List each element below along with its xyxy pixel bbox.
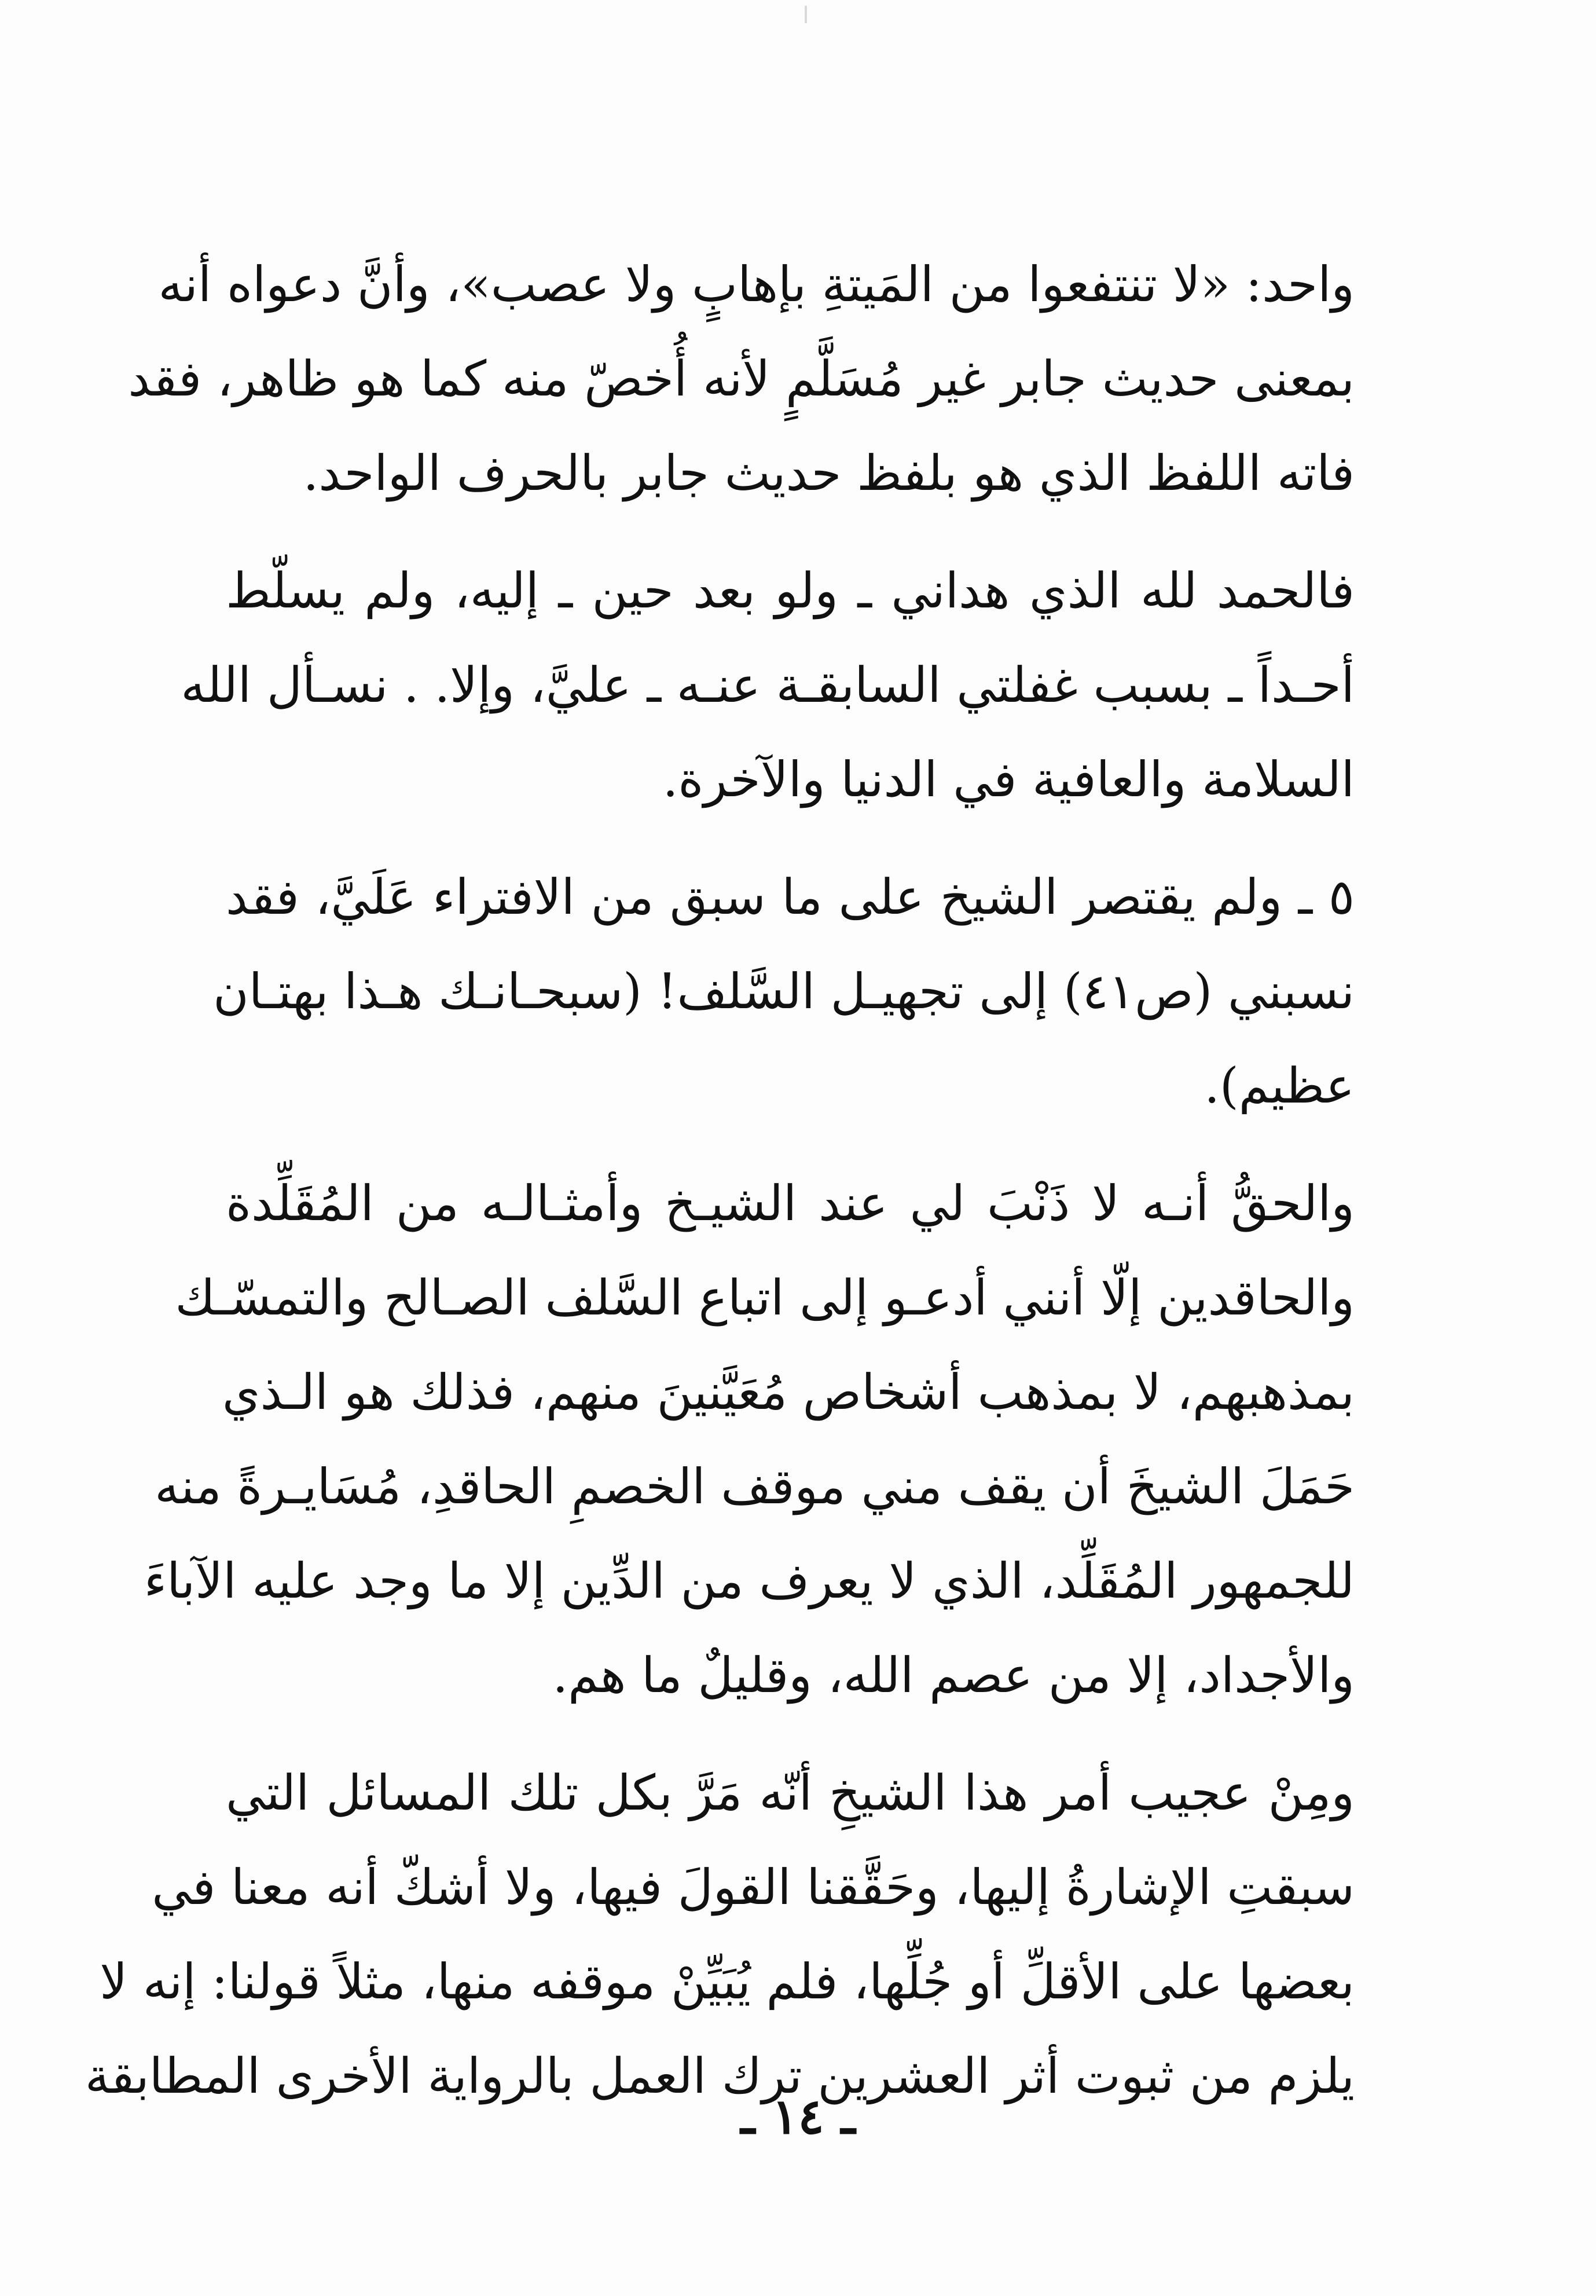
text-line: ومِنْ عجيب أمر هذا الشيخِ أنّه مَرَّ بكل تلك المسائل التي (226, 1764, 1355, 1821)
text-line: نسبني (ص٤١) إلى تجهيـل السَّلف! (سبحـانـك هـذا بهتـان (213, 963, 1355, 1020)
paragraph-5 (85, 1746, 1355, 2123)
text-line: والحقُّ أنـه لا ذَنْبَ لي عند الشيـخ وأمثـالـه من المُقَلِّدة (226, 1175, 1355, 1232)
page-body (85, 237, 1355, 2147)
scan-mark (805, 6, 807, 23)
paragraph-3 (213, 850, 1355, 1133)
text-line: والحاقدين إلّا أنني أدعـو إلى اتباع السَّلف الصـالح والتمسّـك (175, 1269, 1355, 1326)
text-line: عظيم). (1204, 1057, 1355, 1114)
text-line: سبقتِ الإشارةُ إليها، وحَقَّقنا القولَ فيها، ولا أشكّ أنه معنا في (152, 1859, 1355, 1916)
text-line: واحد: «لا تنتفعوا من المَيتةِ بإهابٍ ولا عصب»، وأنَّ دعواه أنه (158, 256, 1355, 313)
text-line: فالحمد لله الذي هداني ـ ولو بعد حين ـ إليه، ولم يسلّط (226, 562, 1355, 619)
text-line: يلزم من ثبوت أثر العشرين ترك العمل بالرواية الأخرى المطابقة (85, 2048, 1355, 2104)
text-line: للجمهور المُقَلِّد، الذي لا يعرف من الدِّين إلا ما وجد عليه الآباءَ (144, 1552, 1355, 1609)
page-number: ـ ١٤ ـ (740, 2088, 856, 2145)
text-line: بمذهبهم، لا بمذهب أشخاص مُعَيَّنينَ منهم، فذلك هو الـذي (222, 1364, 1355, 1420)
text-line: السلامة والعافية في الدنيا والآخرة. (662, 751, 1355, 808)
text-line: بمعنى حديث جابر غير مُسَلَّمٍ لأنه أُخصّ منه كما هو ظاهر، فقد (128, 350, 1355, 407)
text-line: فاته اللفظ الذي هو بلفظ حديث جابر بالحرف الواحد. (303, 445, 1355, 501)
paragraph-4 (144, 1156, 1355, 1723)
text-line: حَمَلَ الشيخَ أن يقف مني موقف الخصمِ الحاقدِ، مُسَايـرةً منه (155, 1458, 1355, 1515)
text-line: أحـداً ـ بسبب غفلتي السابقـة عنـه ـ عليَّ، وإلا. . نسـأل الله (181, 657, 1355, 713)
text-line: والأجداد، إلا من عصم الله، وقليلٌ ما هم. (552, 1647, 1355, 1704)
text-line: ٥ ـ ولم يقتصر الشيخ على ما سبق من الافتراء عَلَيَّ، فقد (226, 869, 1355, 925)
paragraph-1 (128, 237, 1355, 521)
paragraph-2 (181, 544, 1355, 827)
text-line: بعضها على الأقلِّ أو جُلِّها، فلم يُبَيِّنْ موقفه منها، مثلاً قولنا: إنه لا (100, 1953, 1355, 2010)
